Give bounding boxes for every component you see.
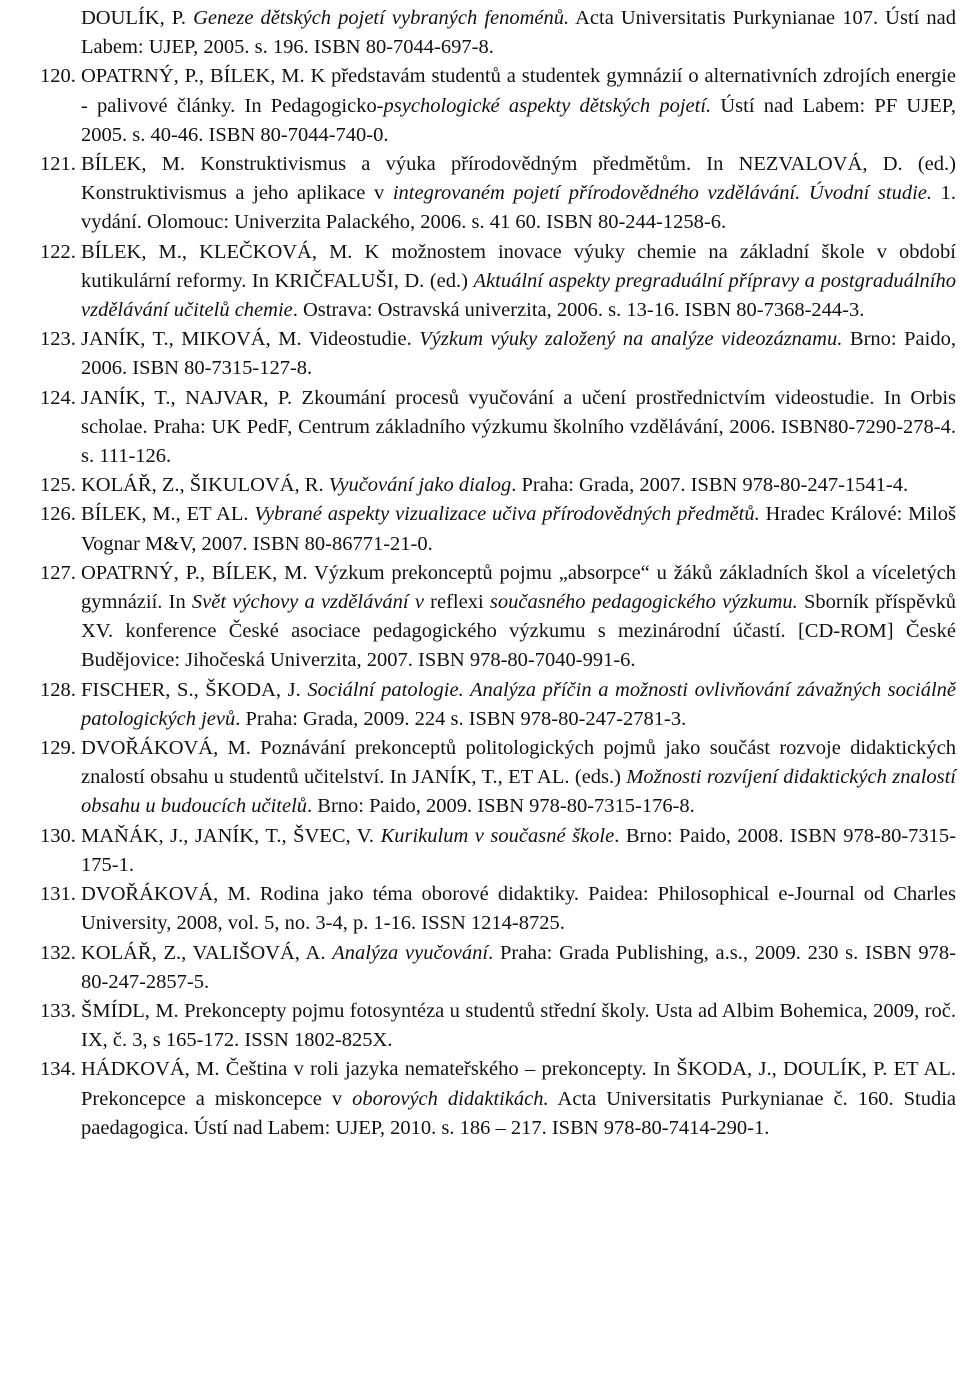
reference-title-italic: Vyučování jako dialog [328, 474, 512, 497]
reference-text-segment: . Praha: Grada, 2009. 224 s. ISBN 978-80-247-2781-3. [235, 707, 687, 730]
reference-entry [6, 997, 956, 1055]
reference-number: 131. [40, 883, 76, 906]
reference-text [81, 4, 956, 62]
reference-text-segment: KOLÁŘ, Z., VALIŠOVÁ, A. [81, 941, 333, 964]
reference-entry [6, 150, 956, 238]
reference-number: 130. [40, 824, 76, 847]
reference-text [81, 62, 956, 150]
reference-text-segment: . Brno: Paido, 2009. ISBN 978-80-7315-176-8. [307, 795, 695, 818]
reference-text [81, 559, 956, 676]
reference-number: 124. [40, 386, 76, 409]
reference-text [81, 822, 956, 880]
reference-text [81, 238, 956, 326]
reference-text-segment: reflexi [423, 591, 490, 614]
reference-title-italic: Vybrané aspekty vizualizace učiva přírodovědných předmětů. [254, 503, 760, 526]
reference-entry [6, 734, 956, 822]
reference-text-segment: OPATRNÝ, P., BÍLEK, M. Výzkum prekonceptů pojmu „absorpce“ u žáků základních škol a víceletých gymnázií. In [81, 561, 956, 614]
reference-entry [6, 880, 956, 938]
reference-text-segment: . Brno: Paido, 2008. ISBN 978-80-7315-175-1. [81, 824, 956, 876]
reference-text-segment: BÍLEK, M., ET AL. [81, 503, 255, 526]
reference-text-segment: . Praha: Grada Publishing, a.s., 2009. 230 s. ISBN 978-80-247-2857-5. [81, 941, 956, 993]
reference-number: 132. [40, 941, 76, 964]
reference-text-segment: Hradec Králové: Miloš Vognar M&V, 2007. ISBN 80-86771-21-0. [81, 503, 956, 555]
reference-entry [6, 500, 956, 558]
reference-text [81, 1055, 956, 1143]
reference-text-segment: Acta Universitatis Purkynianae č. 160. Studia paedagogica. Ústí nad Labem: UJEP, 2010. s. 186 – 217. ISBN 978-80-7414-290-1. [81, 1087, 956, 1139]
reference-title-italic: Aktuální aspekty pregraduální přípravy a postgraduálního vzdělávání učitelů chemie [81, 269, 956, 322]
reference-text [81, 880, 956, 938]
reference-number: 127. [40, 561, 76, 584]
reference-title-italic: Kurikulum v současné škole [380, 824, 615, 847]
reference-text-segment: ŠMÍDL, M. Prekoncepty pojmu fotosyntéza u studentů střední školy. Usta ad Albim Bohemica, 2009, roč. IX, č. 3, s 165-172. ISSN 1802-825X. [81, 999, 956, 1052]
reference-title-italic: Výzkum výuky založený na analýze videozáznamu. [419, 328, 843, 351]
reference-text-segment: . Praha: Grada, 2007. ISBN 978-80-247-1541-4. [511, 474, 909, 497]
reference-text [81, 325, 956, 383]
reference-entry [6, 325, 956, 383]
reference-text-segment: DVOŘÁKOVÁ, M. Rodina jako téma oborové didaktiky. Paidea: Philosophical e-Journal od Charles University, 2008, vol. 5, no. 3-4, p. 1-16. ISSN 1214-8725. [81, 883, 956, 935]
reference-text-segment: . Ostrava: Ostravská univerzita, 2006. s. 13-16. ISBN 80-7368-244-3. [292, 299, 865, 322]
reference-text-segment: JANÍK, T., NAJVAR, P. Zkoumání procesů vyučování a učení prostřednictvím videostudie. In Orbis scholae. Praha: UK PedF, Centrum základního výzkumu školního vzdělávání, 2006. ISBN80-7290-278-4. s. 111-126. [81, 386, 956, 468]
reference-number: 134. [40, 1058, 76, 1081]
reference-number: 122. [40, 240, 76, 263]
reference-entry [6, 62, 956, 150]
reference-text [81, 384, 956, 472]
reference-number: 133. [40, 999, 76, 1022]
reference-text-segment: BÍLEK, M. Konstruktivismus a výuka přírodovědným předmětům. In NEZVALOVÁ, D. (ed.) Konstruktivismus a jeho aplikace v [81, 153, 956, 205]
reference-entry [6, 676, 956, 734]
reference-text [81, 150, 956, 238]
reference-number: 123. [40, 328, 76, 351]
reference-title-italic: oborových didaktikách. [352, 1087, 549, 1110]
reference-title-italic: Geneze dětských pojetí vybraných fenoménů. [193, 7, 570, 29]
reference-text-segment: Brno: Paido, 2006. ISBN 80-7315-127-8. [81, 328, 956, 380]
reference-entry [6, 1055, 956, 1143]
reference-title-italic: Analýza vyučování [332, 941, 489, 964]
reference-title-italic: Sociální patologie. Analýza příčin a možnosti ovlivňování závažných sociálně patologických jevů [81, 678, 956, 730]
reference-text-segment: FISCHER, S., ŠKODA, J. [81, 678, 308, 701]
reference-text [81, 500, 956, 558]
reference-text [81, 997, 956, 1055]
reference-text-segment: OPATRNÝ, P., BÍLEK, M. K představám studentů a studentek gymnázií o alternativních zdrojích energie - palivové články. In Pedagogicko- [81, 65, 956, 117]
reference-text-segment: JANÍK, T., MIKOVÁ, M. Videostudie. [81, 328, 420, 351]
reference-title-italic: psychologické aspekty dětských pojetí. [383, 94, 712, 117]
reference-text [81, 734, 956, 822]
reference-text-segment: KOLÁŘ, Z., ŠIKULOVÁ, R. [81, 474, 329, 497]
reference-entry [6, 559, 956, 676]
reference-number: 125. [40, 474, 76, 497]
reference-text [81, 471, 956, 500]
reference-text-segment: BÍLEK, M., KLEČKOVÁ, M. K možnostem inovace výuky chemie na základní škole v období kutikulární reformy. In KRIČFALUŠI, D. (ed.) [81, 240, 956, 292]
reference-text-segment: MAŇÁK, J., JANÍK, T., ŠVEC, V. [81, 824, 381, 847]
reference-text-segment: Sborník příspěvků XV. konference České asociace pedagogického výzkumu s mezinárodní účastí. [CD-ROM] České Budějovice: Jihočeská Univerzita, 2007. ISBN 978-80-7040-991-6. [81, 591, 956, 672]
reference-text-segment: DVOŘÁKOVÁ, M. Poznávání prekonceptů politologických pojmů jako součást rozvoje didaktických znalostí obsahu u studentů učitelství. In JANÍK, T., ET AL. (eds.) [81, 737, 956, 789]
reference-title-italic: současného pedagogického výzkumu. [489, 591, 798, 614]
reference-number: 120. [40, 65, 76, 88]
reference-number: 128. [40, 678, 76, 701]
reference-entry [6, 822, 956, 880]
reference-text-segment: 1. vydání. Olomouc: Univerzita Palackého, 2006. s. 41 60. ISBN 80-244-1258-6. [81, 182, 956, 234]
reference-text-segment: DOULÍK, P. [81, 7, 194, 29]
reference-number: 121. [40, 153, 76, 176]
reference-entry [6, 238, 956, 326]
reference-entry [6, 4, 956, 62]
reference-number: 126. [40, 503, 76, 526]
reference-entry [6, 471, 956, 500]
reference-number: 129. [40, 737, 76, 760]
reference-text-segment: Acta Universitatis Purkynianae 107. Ústí nad Labem: UJEP, 2005. s. 196. ISBN 80-7044-697-8. [81, 7, 957, 59]
reference-text [81, 939, 956, 997]
reference-entry [6, 384, 956, 472]
reference-entry [6, 939, 956, 997]
reference-text [81, 676, 956, 734]
reference-title-italic: integrovaném pojetí přírodovědného vzdělávání. Úvodní studie. [392, 182, 932, 205]
reference-title-italic: Svět výchovy a vzdělávání v [191, 591, 424, 614]
reference-text-segment: HÁDKOVÁ, M. Čeština v roli jazyka nemateřského – prekoncepty. In ŠKODA, J., DOULÍK, P. ET AL. Prekoncepce a miskoncepce v [81, 1058, 956, 1110]
reference-title-italic: Možnosti rozvíjení didaktických znalostí obsahu u budoucích učitelů [81, 766, 957, 818]
reference-text-segment: Ústí nad Labem: PF UJEP, 2005. s. 40-46. ISBN 80-7044-740-0. [81, 94, 956, 146]
